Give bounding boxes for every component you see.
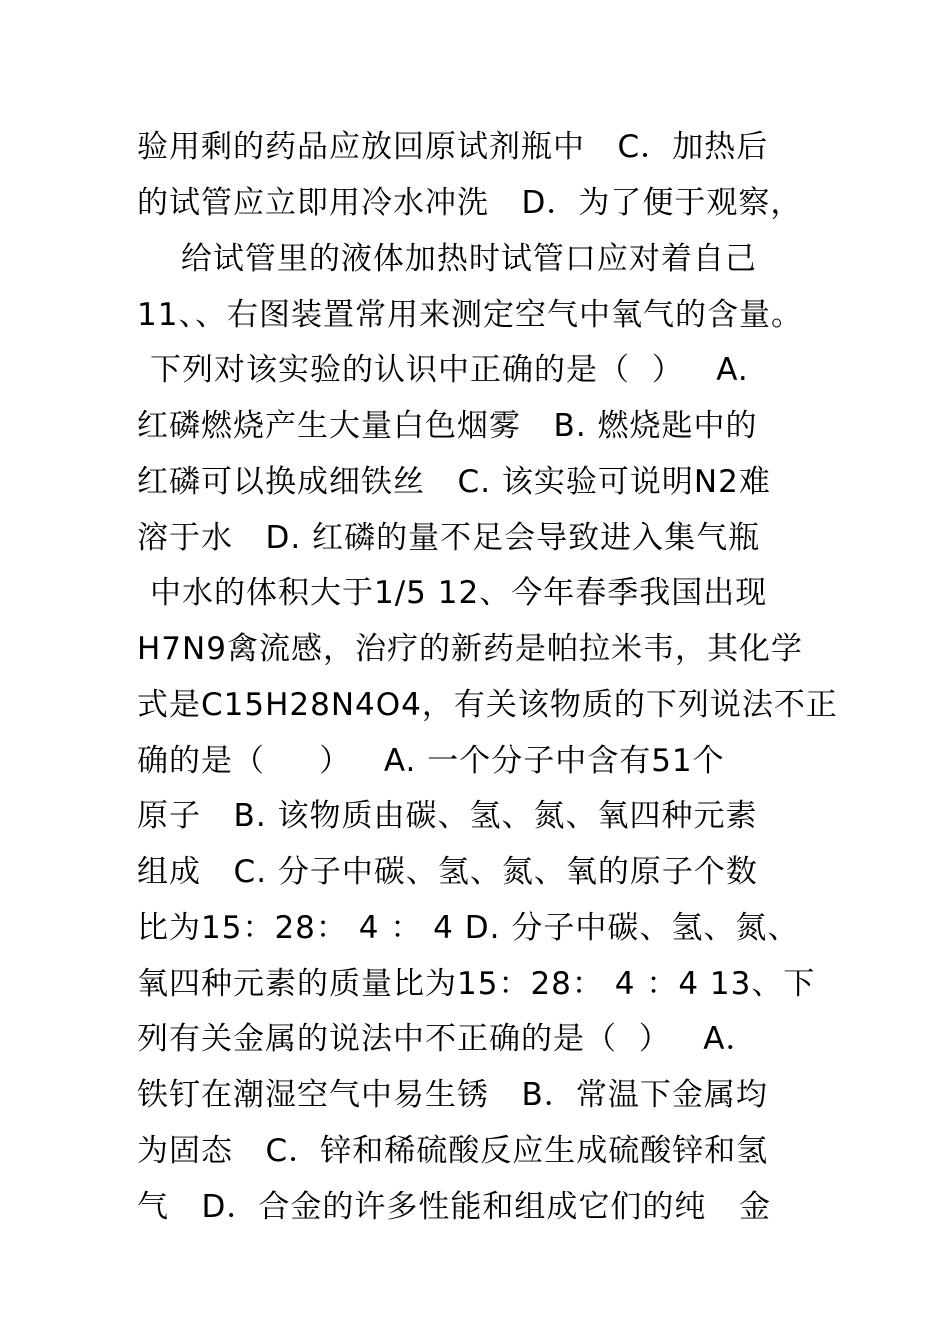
text-line-19: 为固态 C．锌和稀硫酸反应生成硫酸锌和氢: [137, 1133, 769, 1169]
text-line-10: H7N9禽流感，治疗的新药是帕拉米韦，其化学: [137, 631, 803, 667]
text-line-12: 确的是（ ） A. 一个分子中含有51个: [137, 743, 725, 779]
text-line-11: 式是C15H28N4O4，有关该物质的下列说法不正: [137, 687, 838, 723]
text-line-14: 组成 C. 分子中碳、氢、氮、氧的原子个数: [137, 854, 758, 890]
text-line-16: 氧四种元素的质量比为15：28： 4 ：4 13、下: [137, 966, 816, 1002]
text-line-9: 中水的体积大于1/5 12、今年春季我国出现: [150, 575, 768, 611]
text-line-13: 原子 B. 该物质由碳、氢、氮、氧四种元素: [137, 798, 758, 834]
text-line-7: 红磷可以换成细铁丝 C. 该实验可说明N2难: [137, 464, 771, 500]
text-line-4: 11、、右图装置常用来测定空气中氧气的含量。: [137, 297, 803, 333]
text-line-5: 下列对该实验的认识中正确的是（ ） A.: [150, 352, 749, 388]
text-line-17: 列有关金属的说法中不正确的是（ ） A．: [137, 1021, 758, 1057]
text-line-18: 铁钉在潮湿空气中易生锈 B．常温下金属均: [137, 1077, 768, 1113]
text-line-1: 验用剩的药品应放回原试剂瓶中 C．加热后: [137, 129, 769, 165]
text-line-6: 红磷燃烧产生大量白色烟雾 B. 燃烧匙中的: [137, 408, 758, 444]
text-line-2: 的试管应立即用冷水冲洗 D．为了便于观察，: [137, 185, 803, 221]
text-line-15: 比为15：28： 4 ： 4 D. 分子中碳、氢、氮、: [137, 910, 800, 946]
text-line-3: 给试管里的液体加热时试管口应对着自己: [170, 241, 757, 277]
text-line-8: 溶于水 D. 红磷的量不足会导致进入集气瓶: [137, 520, 761, 556]
text-line-20: 气 D．合金的许多性能和组成它们的纯 金: [137, 1189, 771, 1225]
